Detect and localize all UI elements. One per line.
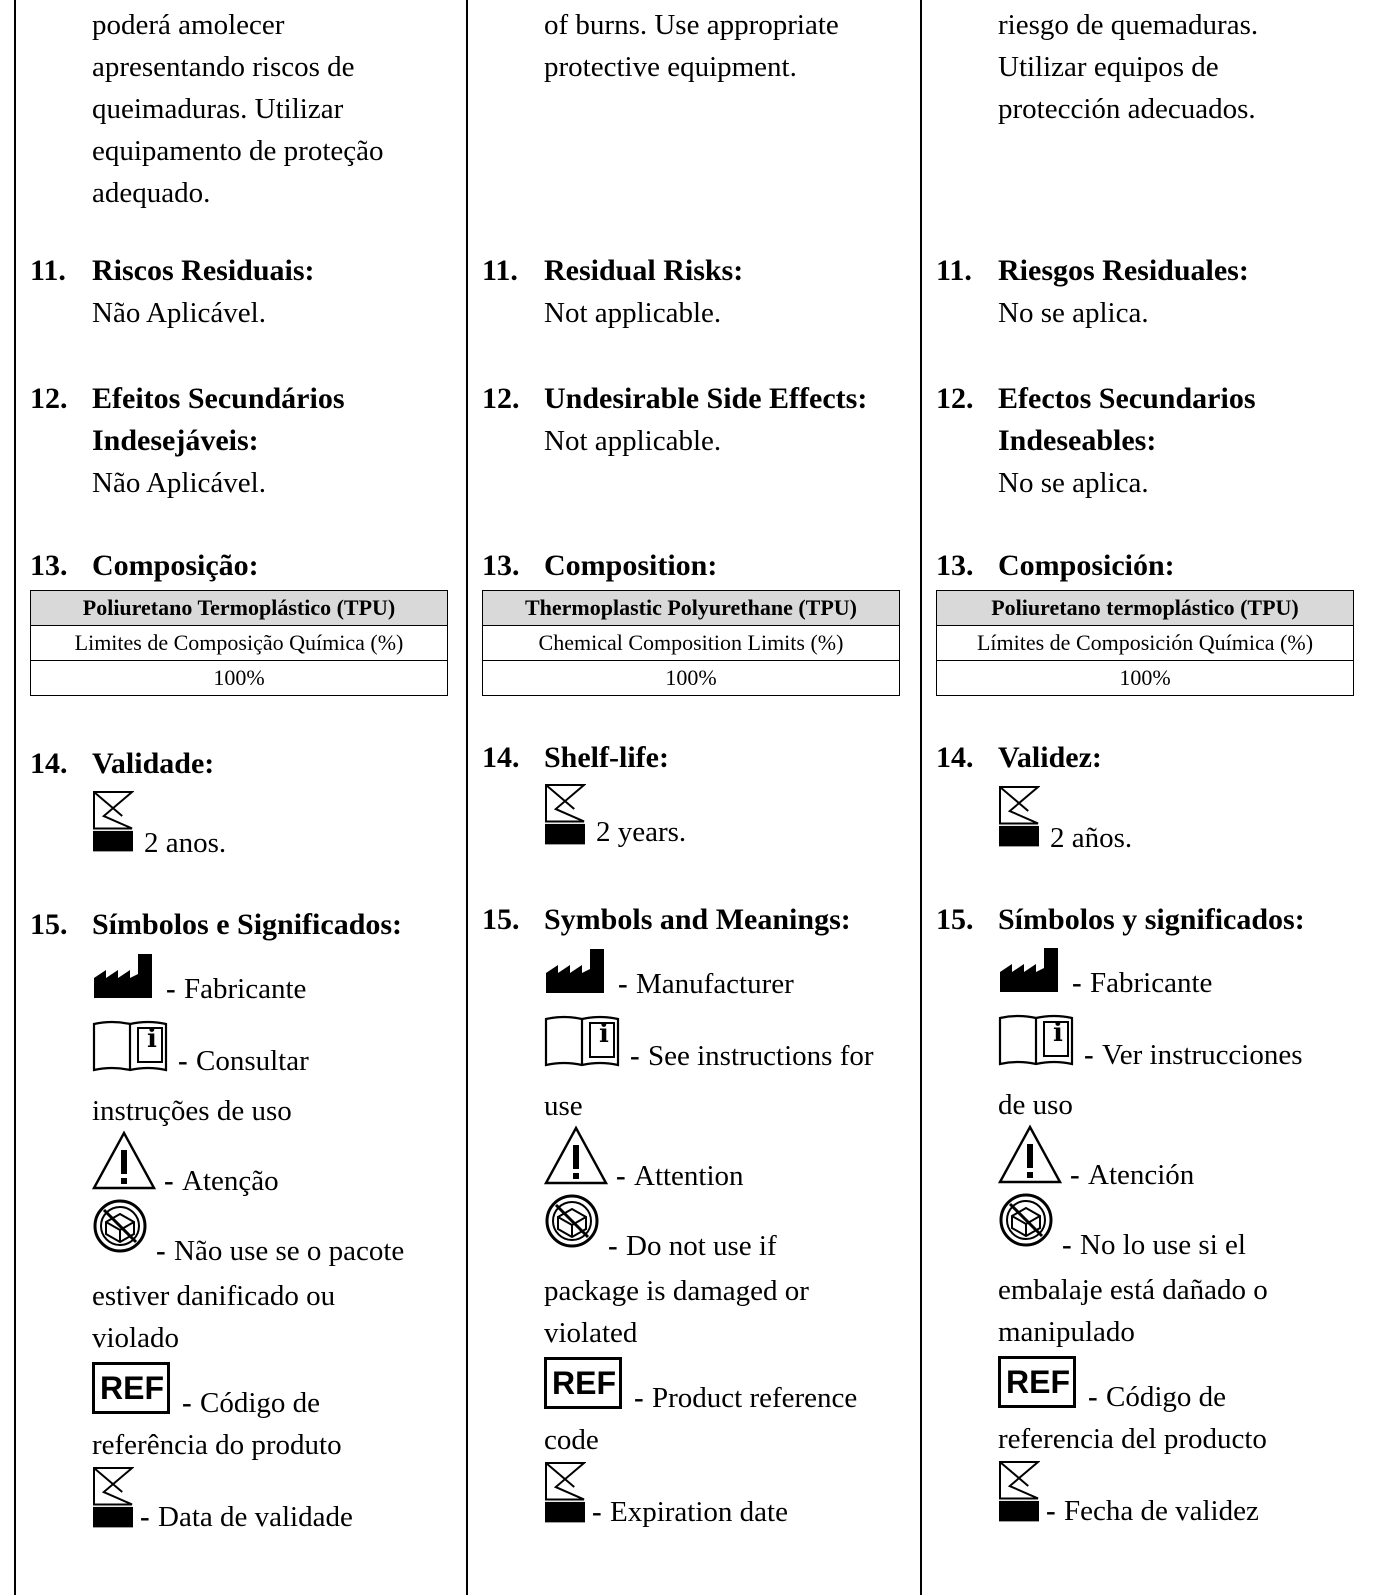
ref-label: REF	[100, 1370, 164, 1406]
ref-label: REF	[1006, 1364, 1070, 1400]
section-number: 13.	[482, 549, 520, 582]
composition-table	[482, 590, 900, 696]
intro-text-line: adequado.	[92, 177, 211, 209]
symbol-dash: -	[1070, 1159, 1080, 1191]
symbol-meaning: Ver instrucciones	[1102, 1039, 1303, 1071]
section-title: Riscos Residuais:	[92, 254, 315, 287]
factory-icon	[998, 946, 1060, 994]
symbol-meaning: Do not use if	[626, 1230, 777, 1262]
section-title: Indeseables:	[998, 424, 1157, 457]
intro-text-line: Utilizar equipos de	[998, 51, 1219, 83]
section-title: Efeitos Secundários	[92, 382, 345, 415]
info-letter: i	[147, 1024, 157, 1054]
section-number: 15.	[482, 903, 520, 936]
symbol-dash: -	[156, 1235, 166, 1267]
table-row	[31, 661, 448, 696]
intro-text-line: queimaduras. Utilizar	[92, 93, 344, 125]
hourglass-icon	[544, 783, 586, 845]
table-cell: Límites de Composición Química (%)	[937, 626, 1354, 661]
intro-text-line: apresentando riscos de	[92, 51, 355, 83]
table-header-cell: Poliuretano termoplástico (TPU)	[937, 591, 1354, 626]
symbol-meaning: Product reference	[652, 1382, 858, 1414]
intro-text-line: poderá amolecer	[92, 9, 285, 41]
section-number: 11.	[482, 254, 518, 287]
section-number: 14.	[30, 747, 68, 780]
section-number: 12.	[482, 382, 520, 415]
symbol-dash: -	[616, 1160, 626, 1192]
hourglass-icon	[544, 1461, 586, 1523]
table-header-cell: Poliuretano Termoplástico (TPU)	[31, 591, 448, 626]
hourglass-icon	[998, 1460, 1040, 1522]
section-title: Composición:	[998, 549, 1175, 582]
section-title: Validade:	[92, 747, 215, 780]
table-row	[483, 626, 900, 661]
section-number: 15.	[936, 903, 974, 936]
symbol-meaning: use	[544, 1090, 583, 1122]
table-row	[937, 661, 1354, 696]
intro-text-line: of burns. Use appropriate	[544, 9, 839, 41]
symbol-dash: -	[592, 1496, 602, 1528]
symbol-meaning: violado	[92, 1322, 179, 1354]
symbol-dash: -	[1072, 967, 1082, 999]
symbol-dash: -	[164, 1165, 174, 1197]
table-row	[31, 591, 448, 626]
symbol-dash: -	[140, 1501, 150, 1533]
section-title: Residual Risks:	[544, 254, 744, 287]
section-number: 14.	[936, 741, 974, 774]
symbol-meaning: referencia del producto	[998, 1423, 1267, 1455]
table-cell: Chemical Composition Limits (%)	[483, 626, 900, 661]
damaged-package-icon	[998, 1192, 1054, 1248]
damaged-package-icon	[544, 1193, 600, 1249]
language-column	[922, 0, 1375, 1595]
symbol-meaning: violated	[544, 1317, 638, 1349]
symbol-meaning: Fabricante	[1090, 967, 1213, 999]
symbol-meaning: embalaje está dañado o	[998, 1274, 1268, 1306]
symbol-dash: -	[166, 973, 176, 1005]
damaged-package-icon	[92, 1198, 148, 1254]
intro-text-line: protección adecuados.	[998, 93, 1256, 125]
section-text: 2 anos.	[144, 827, 227, 859]
table-row	[483, 661, 900, 696]
symbol-meaning: Atenção	[182, 1165, 279, 1197]
section-title: Efectos Secundarios	[998, 382, 1256, 415]
intro-text-line: protective equipment.	[544, 51, 797, 83]
section-number: 11.	[30, 254, 66, 287]
section-title: Indesejáveis:	[92, 424, 259, 457]
symbol-meaning: code	[544, 1424, 599, 1456]
symbol-meaning: Não use se o pacote	[174, 1235, 405, 1267]
section-text: Not applicable.	[544, 425, 722, 457]
section-title: Composição:	[92, 549, 259, 582]
section-number: 12.	[30, 382, 68, 415]
table-row	[937, 591, 1354, 626]
section-number: 13.	[936, 549, 974, 582]
section-title: Symbols and Meanings:	[544, 903, 851, 936]
section-title: Validez:	[998, 741, 1102, 774]
symbol-dash: -	[178, 1045, 188, 1077]
symbol-meaning: No lo use si el	[1080, 1229, 1246, 1261]
section-title: Undesirable Side Effects:	[544, 382, 868, 415]
section-text: No se aplica.	[998, 297, 1149, 329]
symbol-dash: -	[618, 968, 628, 1000]
symbol-dash: -	[634, 1382, 644, 1414]
section-number: 14.	[482, 741, 520, 774]
warning-triangle-icon	[92, 1130, 156, 1190]
symbol-dash: -	[608, 1230, 618, 1262]
section-number: 15.	[30, 908, 68, 941]
symbol-dash: -	[1062, 1229, 1072, 1261]
section-text: 2 years.	[596, 816, 687, 848]
symbol-dash: -	[1084, 1039, 1094, 1071]
info-letter: i	[599, 1019, 609, 1049]
section-title: Riesgos Residuales:	[998, 254, 1249, 287]
table-cell: 100%	[31, 661, 448, 696]
language-column	[468, 0, 922, 1595]
language-column	[14, 0, 468, 1595]
symbol-meaning: Manufacturer	[636, 968, 794, 1000]
section-number: 11.	[936, 254, 972, 287]
section-text: Não Aplicável.	[92, 467, 266, 499]
symbol-meaning: Data de validade	[158, 1501, 353, 1533]
table-row	[483, 591, 900, 626]
table-cell: 100%	[937, 661, 1354, 696]
table-cell: Limites de Composição Química (%)	[31, 626, 448, 661]
factory-icon	[92, 952, 154, 1000]
hourglass-icon	[92, 790, 134, 852]
symbol-meaning: de uso	[998, 1089, 1073, 1121]
section-text: Não Aplicável.	[92, 297, 266, 329]
symbol-dash: -	[182, 1387, 192, 1419]
hourglass-icon	[998, 785, 1040, 847]
ref-label: REF	[552, 1365, 616, 1401]
warning-triangle-icon	[544, 1125, 608, 1185]
composition-table	[936, 590, 1354, 696]
symbol-meaning: Expiration date	[610, 1496, 788, 1528]
table-row	[31, 626, 448, 661]
symbol-meaning: Código de	[200, 1387, 321, 1419]
symbol-meaning: Consultar	[196, 1045, 309, 1077]
hourglass-icon	[92, 1466, 134, 1528]
section-title: Símbolos e Significados:	[92, 908, 403, 941]
table-row	[937, 626, 1354, 661]
section-title: Composition:	[544, 549, 718, 582]
info-letter: i	[1053, 1018, 1063, 1048]
section-title: Símbolos y significados:	[998, 903, 1305, 936]
symbol-meaning: See instructions for	[648, 1040, 874, 1072]
table-cell: 100%	[483, 661, 900, 696]
symbol-meaning: Attention	[634, 1160, 744, 1192]
intro-text-line: riesgo de quemaduras.	[998, 9, 1259, 41]
symbol-meaning: estiver danificado ou	[92, 1280, 336, 1312]
symbol-dash: -	[630, 1040, 640, 1072]
section-title: Shelf-life:	[544, 741, 669, 774]
symbol-meaning: instruções de uso	[92, 1095, 292, 1127]
symbol-dash: -	[1046, 1495, 1056, 1527]
section-number: 12.	[936, 382, 974, 415]
warning-triangle-icon	[998, 1124, 1062, 1184]
intro-text-line: equipamento de proteção	[92, 135, 384, 167]
section-number: 13.	[30, 549, 68, 582]
section-text: Not applicable.	[544, 297, 722, 329]
symbol-meaning: referência do produto	[92, 1429, 342, 1461]
section-text: 2 años.	[1050, 822, 1133, 854]
section-text: No se aplica.	[998, 467, 1149, 499]
symbol-meaning: package is damaged or	[544, 1275, 809, 1307]
symbol-meaning: Atención	[1088, 1159, 1195, 1191]
composition-table	[30, 590, 448, 696]
symbol-dash: -	[1088, 1381, 1098, 1413]
symbol-meaning: Código de	[1106, 1381, 1227, 1413]
factory-icon	[544, 947, 606, 995]
symbol-meaning: Fecha de validez	[1064, 1495, 1259, 1527]
symbol-meaning: manipulado	[998, 1316, 1135, 1348]
symbol-meaning: Fabricante	[184, 973, 307, 1005]
table-header-cell: Thermoplastic Polyurethane (TPU)	[483, 591, 900, 626]
